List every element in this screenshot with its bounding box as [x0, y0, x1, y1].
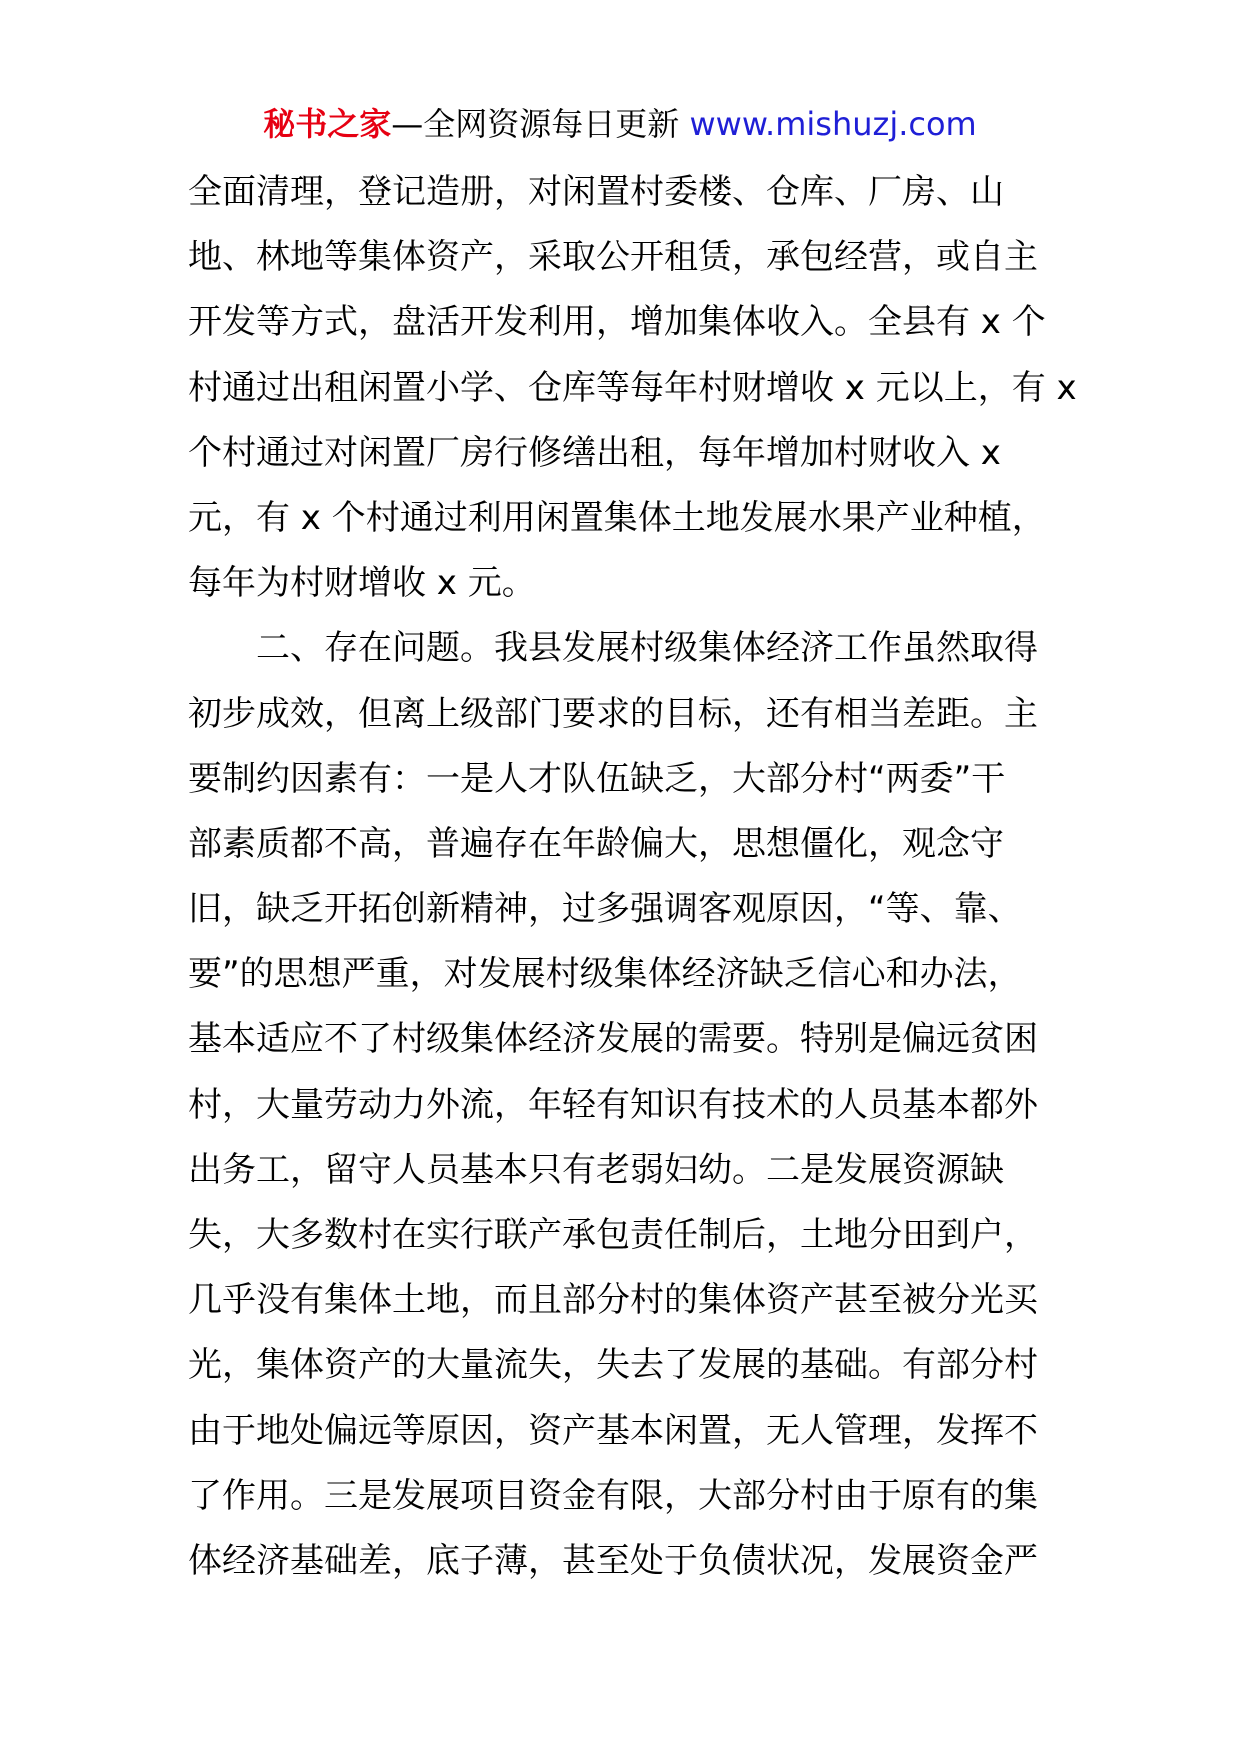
body-line: 几乎没有集体土地，而且部分村的集体资产甚至被分光买: [188, 1280, 1038, 1321]
site-url-link[interactable]: www.mishuzj.com: [689, 105, 977, 143]
site-tagline: —全网资源每日更新: [391, 105, 680, 143]
body-line: 村通过出租闲置小学、仓库等每年村财增收 x 元以上，有 x: [188, 367, 1077, 408]
body-line: 光，集体资产的大量流失，失去了发展的基础。有部分村: [188, 1345, 1038, 1386]
body-line: 村，大量劳动力外流，年轻有知识有技术的人员基本都外: [188, 1084, 1038, 1125]
body-line: 初步成效，但离上级部门要求的目标，还有相当差距。主: [188, 693, 1038, 734]
document-body: [188, 160, 1077, 1594]
body-line: 了作用。三是发展项目资金有限，大部分村由于原有的集: [188, 1475, 1038, 1516]
body-line: 要制约因素有：一是人才队伍缺乏，大部分村“两委”干: [188, 758, 1006, 799]
body-line: 出务工，留守人员基本只有老弱妇幼。二是发展资源缺: [188, 1149, 1004, 1190]
site-header: [0, 102, 1240, 146]
paragraph-start-line: 二、存在问题。我县发展村级集体经济工作虽然取得: [256, 628, 1038, 669]
body-line: 个村通过对闲置厂房行修缮出租，每年增加村财收入 x: [188, 432, 1001, 473]
body-line: 要”的思想严重，对发展村级集体经济缺乏信心和办法，: [188, 954, 1022, 995]
body-line: 地、林地等集体资产，采取公开租赁，承包经营，或自主: [188, 237, 1038, 278]
site-brand: 秘书之家: [263, 105, 392, 143]
body-line: 失，大多数村在实行联产承包责任制后，土地分田到户，: [188, 1215, 1038, 1255]
body-line: 每年为村财增收 x 元。: [188, 563, 536, 604]
body-line: 旧，缺乏开拓创新精神，过多强调客观原因，“等、靠、: [188, 889, 1022, 930]
body-line: 部素质都不高，普遍存在年龄偏大，思想僵化，观念守: [188, 823, 1004, 864]
body-line: 元，有 x 个村通过利用闲置集体土地发展水果产业种植，: [188, 497, 1046, 538]
body-line: 开发等方式，盘活开发利用，增加集体收入。全县有 x 个: [188, 302, 1046, 343]
body-line: 体经济基础差，底子薄，甚至处于负债状况，发展资金严: [188, 1540, 1038, 1581]
body-line: 由于地处偏远等原因，资产基本闲置，无人管理，发挥不: [188, 1410, 1038, 1451]
body-line: 基本适应不了村级集体经济发展的需要。特别是偏远贫困: [188, 1019, 1038, 1060]
body-line: 全面清理，登记造册，对闲置村委楼、仓库、厂房、山: [188, 172, 1004, 212]
